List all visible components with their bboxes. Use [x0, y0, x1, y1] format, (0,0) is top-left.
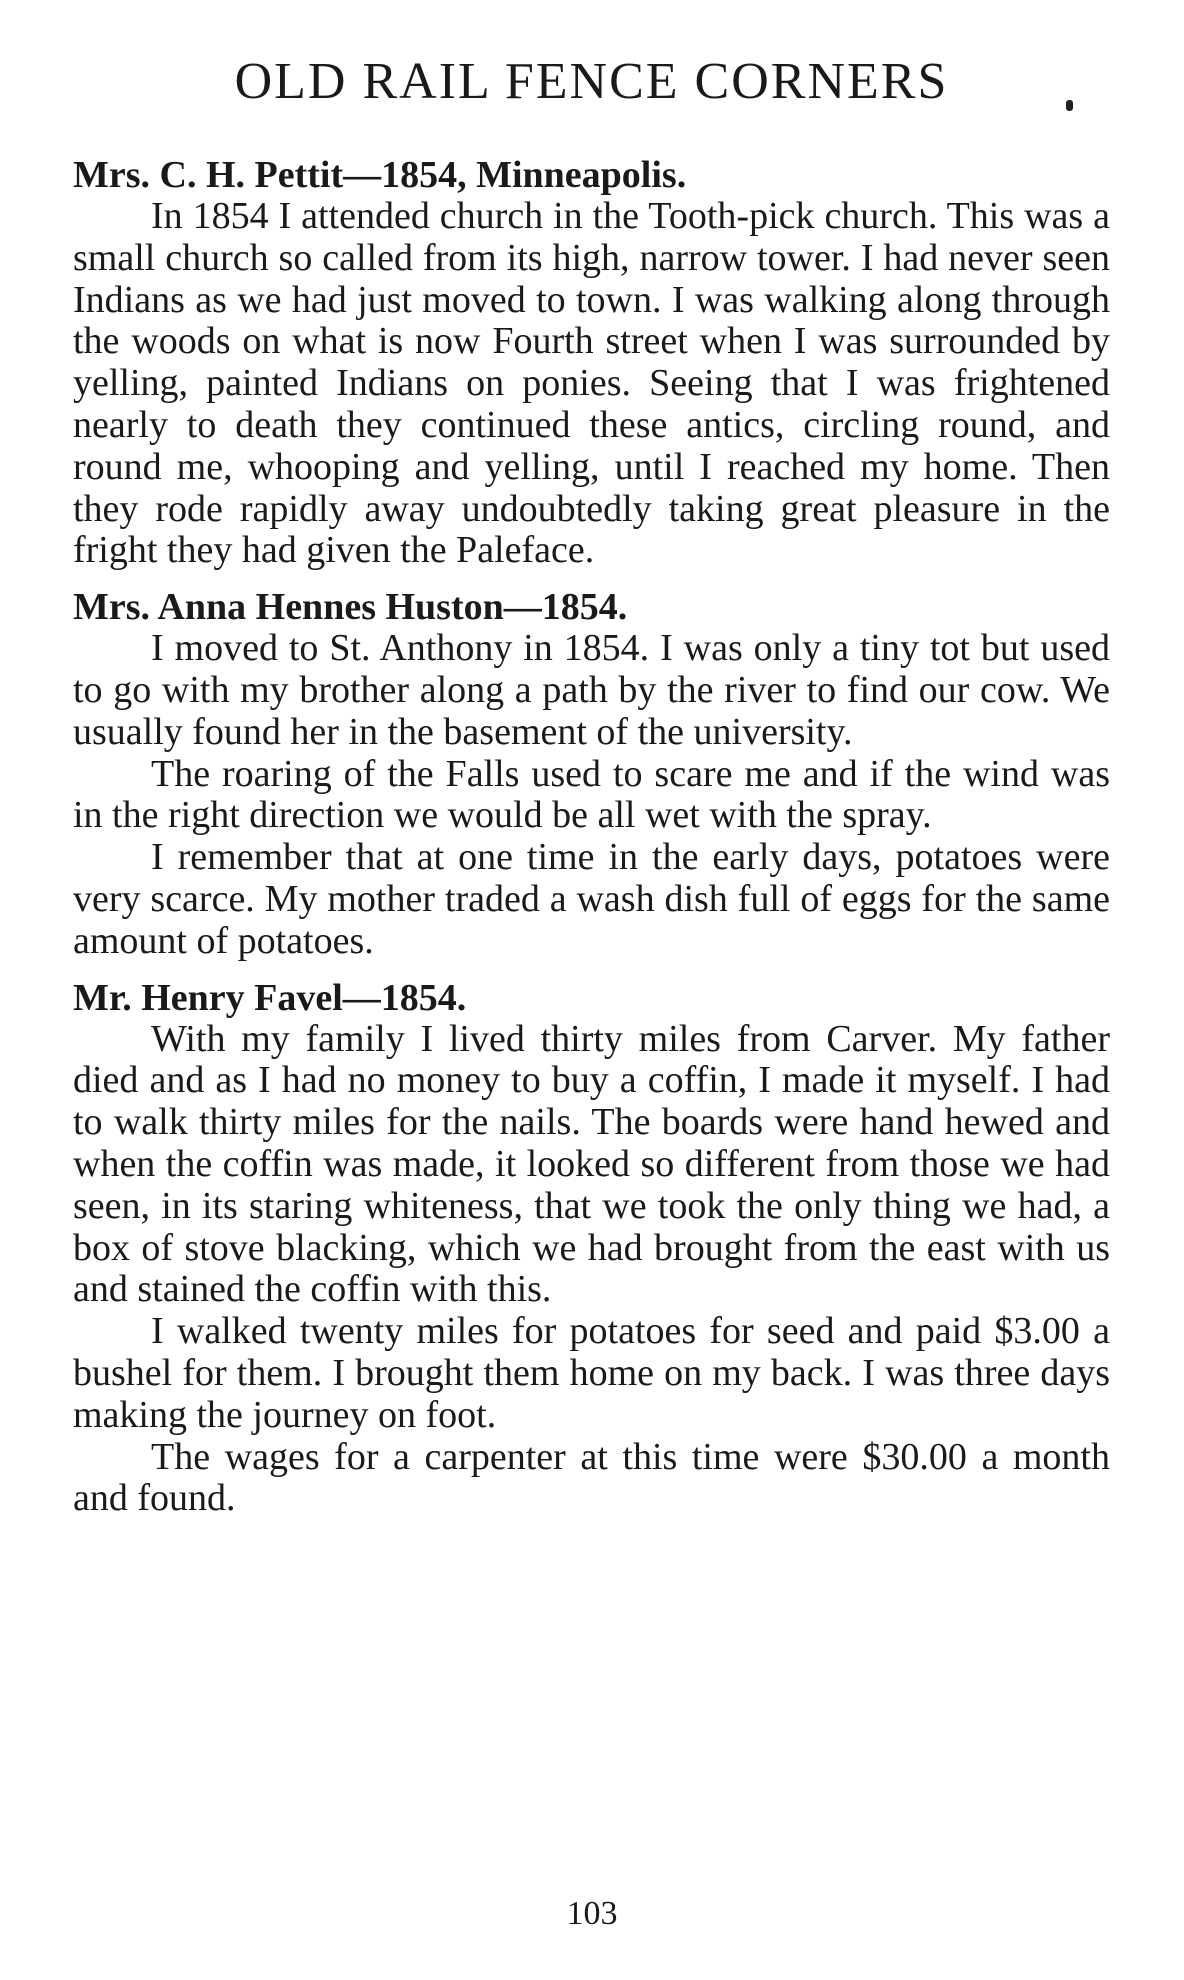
paragraph: In 1854 I attended church in the Tooth-pick church. This was a small church so called from its high, narrow tower. I had never seen Indians as we had just moved to town. I was walking along through the woods on what is now Fourth street when I was surrounded by yelling, painted Indians on ponies. Seeing that I was frightened nearly to death they continued these antics, circling round, and round me, whooping and yelling, until I reached my home. Then they rode rapidly away undoubtedly taking great pleasure in the fright they had given the Paleface. [73, 195, 1110, 572]
entry-title: Mrs. C. H. Pettit—1854, Minneapolis. [73, 154, 687, 196]
paragraph: The wages for a carpenter at this time were $30.00 a month and found. [73, 1435, 1110, 1520]
running-title: OLD RAIL FENCE CORNERS [234, 53, 949, 110]
paragraph: I moved to St. Anthony in 1854. I was only a tiny tot but used to go with my brother along a path by the river to find our cow. We usually found her in the basement of the university. [73, 627, 1110, 753]
paragraph: With my family I lived thirty miles from Carver. My father died and as I had no money to buy a coffin, I made it myself. I had to walk thirty miles for the nails. The boards were hand hewed and when the coffin was made, it looked so different from those we had seen, in its staring whiteness, that we took the only thing we had, a box of stove blacking, which we had brought from the east with us and stained the coffin with this. [73, 1017, 1110, 1311]
paragraph: The roaring of the Falls used to scare me and if the wind was in the right direction we would be all wet with the spray. [73, 752, 1110, 837]
entry-title: Mr. Henry Favel—1854. [73, 976, 467, 1019]
entry-favel [73, 977, 1110, 1521]
paragraph: I walked twenty miles for potatoes for seed and paid $3.00 a bushel for them. I brought them home on my back. I was three days making the journey on foot. [73, 1310, 1110, 1436]
entry-title: Mrs. Anna Hennes Huston—1854. [73, 586, 628, 629]
page-number: 103 [566, 1895, 618, 1932]
paragraph: I remember that at one time in the early days, potatoes were very scarce. My mother traded a wash dish full of eggs for the same amount of potatoes. [73, 836, 1110, 962]
entry-huston [73, 586, 1110, 962]
entry-pettit [73, 154, 1110, 572]
book-page [73, 50, 1110, 1534]
